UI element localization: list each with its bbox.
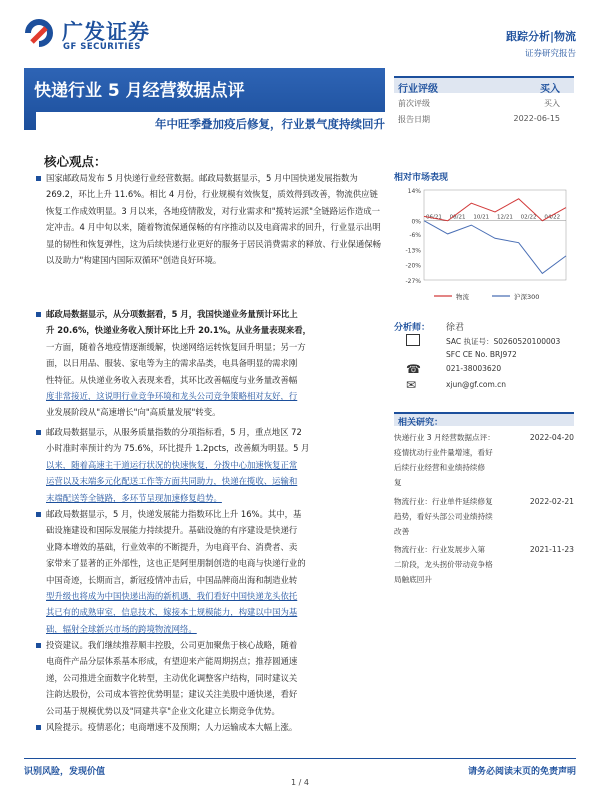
p4-line: 邮政局数据显示，5 月，快递发展能力指数环比上升 16%。其中，基: [46, 509, 302, 519]
paragraph-2: [46, 306, 384, 421]
report-category: 跟踪分析|物流: [505, 30, 576, 43]
p5-line: 投资建议。我们继续推荐顺丰控股，公司更加聚焦于核心战略，随着: [46, 640, 298, 650]
report-subtitle: 年中旺季叠加疫后修复，行业景气度持续回升: [36, 112, 385, 136]
paragraph-6: 风险提示。疫情恶化；电商增速不及预期；人力运输成本大幅上涨。: [46, 722, 298, 732]
bullet-icon: [36, 430, 41, 435]
paragraph-1: 国家邮政局发布 5 月快递行业经营数据。邮政局数据显示，5 月中国快递发展指数为 269.2，环比上升 11.6%。相比 4 月份，行业规模有效恢复，质效得到改善，物流供应链恢复工作成效明显。3 月以来，各地疫情散发，对行业需求和"揽转运派"全链路运作造成一定冲击。4 月中旬以来，随着物流保通保畅的有序推动以及电商需求的回升，行业显示出明显的韧性和恢复弹性，这为后续快递行业更好的服务于居民消费需求的释放、行业保通保畅以及助力"构建国内国际双循环"创造良好环境。: [46, 173, 381, 266]
p2-line: 业发展阶段从"高速增长"向"高质量发展"转变。: [46, 407, 221, 418]
analyst-label: 分析师：: [394, 323, 431, 333]
related-item-line: 快递行业 3 月经营数据点评：: [394, 433, 495, 442]
related-item-line: 物流行业：行业单件延续修复: [394, 497, 493, 506]
p5-line: 注韵达股份，公司成本管控优势明显；建议关注美股中通快递，看好: [46, 689, 298, 700]
related-item-date: 2022-04-20: [529, 433, 574, 442]
report-type: 证券研究报告: [524, 49, 576, 59]
phone-icon: ☎: [406, 362, 421, 376]
sac-number: SAC 执证号：S0260520100003: [446, 337, 561, 346]
y-tick-label: -6%: [409, 231, 421, 239]
p3-line: 邮政局数据显示，从服务质量指数的分项指标看，5 月，重点地区 72: [46, 427, 302, 437]
related-title: 相关研究：: [398, 418, 444, 428]
p4-line: 础设施建设和国际发展能力持续提升。基础设施的有序建设是快递行: [46, 525, 298, 536]
bullet-icon: [36, 176, 41, 181]
legend-label: 物流: [456, 293, 469, 301]
plot-area: [424, 190, 566, 280]
related-item-line: 局触底回升: [394, 575, 432, 584]
related-header: [394, 412, 574, 426]
p2-line: 一方面，随着各地疫情逐渐缓解，快递网络运转恢复回升明显；另一方: [46, 341, 306, 352]
related-item-date: 2022-02-21: [529, 497, 574, 506]
p5-line: 递，公司推进全面数字化转型，主动优化调整客户结构，同时建议关: [46, 672, 298, 683]
related-item-line: 趋势，看好头部公司业绩持续: [394, 512, 493, 521]
series-line: [424, 221, 566, 274]
rating-header: [394, 76, 574, 93]
y-tick-label: 0%: [411, 218, 421, 226]
prev-rating-value: 买入: [544, 99, 560, 108]
x-tick-label: 10/21: [473, 214, 490, 221]
x-tick-label: 08/21: [449, 214, 466, 221]
paragraph-3: [46, 424, 384, 506]
report-date-label: 报告日期: [398, 115, 430, 124]
phone-number: 021-38003620: [446, 364, 502, 373]
p4-line: 业降本增效的基础，行业效率的不断提升，为电商平台、消费者、卖: [46, 541, 298, 552]
p2-line: 面，以日用品、服装、家电等为主的需求品类，电具备明显的需求刚: [46, 358, 298, 369]
email-address[interactable]: xjun@gf.com.cn: [446, 380, 507, 389]
x-tick-label: 02/22: [520, 214, 537, 221]
sfc-number: SFC CE No. BRJ972: [446, 350, 517, 359]
rating-value: 买入: [540, 84, 560, 95]
analyst-name: 徐君: [446, 323, 465, 333]
related-item-line: 改善: [394, 527, 410, 536]
footer-disclaimer[interactable]: 请务必阅读末页的免责声明: [467, 767, 576, 777]
p5-line: 公司基于规模优势以及"同建共享"企业文化建立长期竞争优势。: [46, 705, 280, 716]
related-item-line: 复: [394, 478, 402, 487]
page-number: 1 / 4: [291, 778, 309, 787]
report-title: 快递行业 5 月经营数据点评: [34, 81, 245, 101]
y-tick-label: -13%: [405, 247, 421, 255]
related-item-line: 二阶段，龙头拐价带动竞争格: [394, 560, 493, 569]
p3-line: 小时准时率预计约为 75.6%，环比提升 1.2pcts，改善颇为明显。5 月: [46, 443, 310, 454]
p3-line: 以来，随着高速主干道运行状况的快速恢复，分拨中心加速恢复正常: [46, 459, 298, 470]
p4-line: 型升级也将成为中国快递出海的新机遇，我们看好中国快递龙头依托: [46, 591, 298, 602]
related-item[interactable]: [394, 542, 574, 587]
chart-title: 相对市场表现: [394, 173, 449, 183]
p4-line: 家带来了显著的正外部性，这也正是阿里朋制创造的电商与快递行业的: [46, 558, 306, 569]
relative-performance-chart: [394, 170, 574, 310]
logo-text-en: GF SECURITIES: [63, 42, 141, 52]
y-tick-label: 14%: [407, 188, 421, 195]
x-tick-label: 04/22: [544, 214, 561, 221]
email-icon: ✉: [406, 378, 417, 392]
related-item[interactable]: [394, 494, 574, 539]
core-views-title: 核心观点：: [44, 154, 107, 169]
x-tick-label: 06/21: [426, 214, 442, 221]
p2-line: 升 20.6%，快递业务收入预计环比上升 20.1%。从业务量表现来看，: [46, 325, 311, 336]
p3-line: 末端配送等全链路，多环节呈现加速修复趋势。: [46, 492, 222, 503]
id-card-icon: [406, 334, 420, 346]
related-item-line: 后续行业经营和业绩持续修: [394, 463, 486, 472]
p5-line: 电商件产品分层体系基本形成，有望迎来产能周期拐点；推荐圆通速: [46, 656, 298, 667]
paragraph-4: [46, 506, 384, 637]
bullet-icon: [36, 512, 41, 517]
brand-logo: [22, 14, 192, 54]
footer-slogan: 识别风险，发现价值: [24, 767, 106, 777]
x-tick-label: 12/21: [497, 214, 513, 221]
y-tick-label: -20%: [405, 262, 421, 270]
prev-rating-label: 前次评级: [398, 99, 430, 108]
paragraph-5: [46, 637, 384, 719]
rating-label: 行业评级: [398, 84, 438, 95]
p4-line: 中国奇迹，长期而言，新冠疫情冲击后，中国品牌商出海和制造业转: [46, 574, 298, 585]
chart-svg: [394, 184, 574, 309]
related-item-line: 疫情扰动行业件量增速，看好: [394, 448, 493, 457]
bullet-icon: [36, 725, 41, 730]
p2-line: 邮政局数据显示，从分项数据看，5 月，我国快递业务量预计环比上: [46, 309, 298, 319]
p2-line: 性特征。从快递业务收入表现来看，其环比改善幅度与业务量改善幅: [46, 374, 298, 385]
footer-divider: [24, 758, 576, 759]
legend-label: 沪深300: [514, 293, 540, 301]
gf-logo-icon: [22, 16, 56, 50]
p2-line: 度非常接近，这说明行业竞争环境和龙头公司竞争策略相对友好，行: [46, 391, 298, 402]
bullet-icon: [36, 643, 41, 648]
logo-text-cn: 广发证券: [62, 20, 150, 44]
p3-line: 运营以及末端多元化配送工作等方面共同助力，快递在揽收、运输和: [46, 476, 298, 487]
p4-line: 础，辐射全球新兴市场的跨境物流网络。: [46, 623, 197, 634]
related-item-date: 2021-11-23: [529, 545, 574, 554]
y-tick-label: -27%: [405, 278, 421, 285]
p4-line: 其已有的成熟审室，信息技术，嫁接本土规模能力，构建以中国为基: [46, 607, 298, 618]
report-date-value: 2022-06-15: [513, 114, 560, 123]
bullet-icon: [36, 312, 41, 317]
related-item[interactable]: [394, 430, 574, 490]
related-item-line: 物流行业：行业发展步入第: [394, 545, 486, 554]
